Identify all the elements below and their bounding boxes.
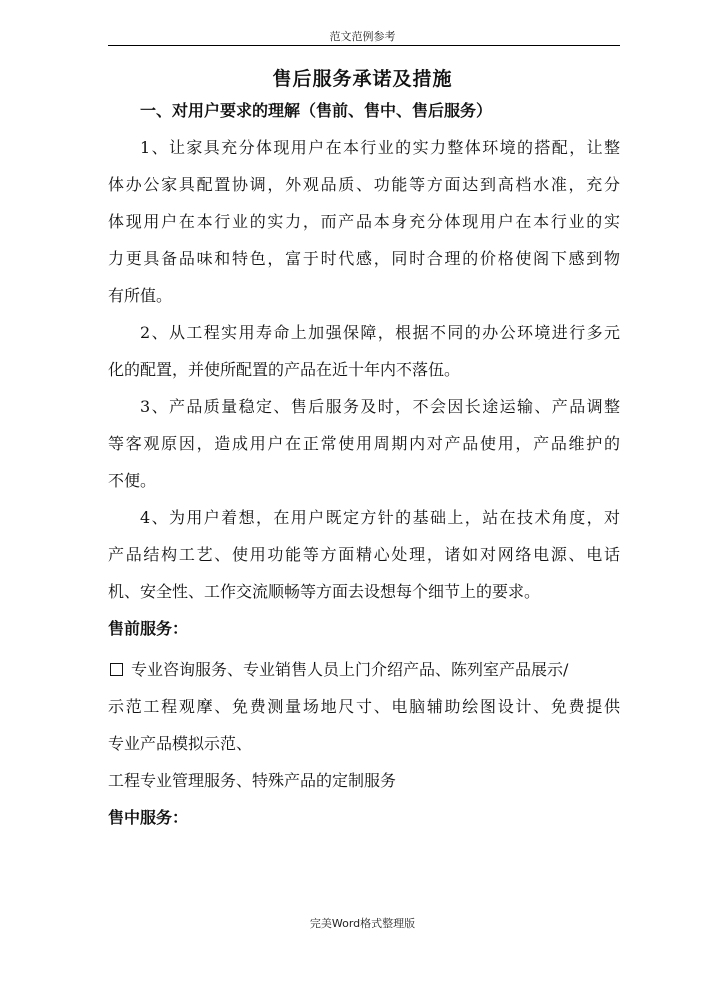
- header-divider: [108, 45, 620, 46]
- paragraph-line: 3、产品质量稳定、售后服务及时，不会因长途运输、产品调整: [140, 397, 620, 416]
- paragraph-line: 等客观原因，造成用户在正常使用周期内对产品使用，产品维护的: [108, 434, 620, 453]
- page-footer: 完美Word格式整理版: [309, 917, 416, 930]
- paragraph-line: 力更具备品味和特色，富于时代感，同时合理的价格使阁下感到物: [108, 249, 620, 268]
- pre-sales-heading: 售前服务：: [108, 619, 189, 638]
- paragraph-line: 4、为用户着想，在用户既定方针的基础上，站在技术角度，对: [140, 508, 620, 527]
- in-sales-heading: 售中服务：: [108, 808, 189, 827]
- paragraph-line: 体办公家具配置协调，外观品质、功能等方面达到高档水准，充分: [108, 175, 620, 194]
- paragraph-line: 机、安全性、工作交流顺畅等方面去设想每个细节上的要求。: [108, 582, 541, 601]
- checkbox-icon: [110, 663, 123, 676]
- paragraph-line: 工程专业管理服务、特殊产品的定制服务: [108, 771, 397, 790]
- paragraph-line: 示范工程观摩、免费测量场地尺寸、电脑辅助绘图设计、免费提供: [108, 697, 620, 716]
- paragraph-line: 不便。: [108, 471, 157, 490]
- document-title: 售后服务承诺及措施: [272, 68, 453, 90]
- paragraph-line: 有所值。: [108, 286, 173, 305]
- paragraph-line: 2、从工程实用寿命上加强保障，根据不同的办公环境进行多元: [140, 323, 620, 342]
- header-text: 范文范例参考: [329, 30, 396, 43]
- paragraph-line: 1、让家具充分体现用户在本行业的实力整体环境的搭配，让整: [140, 138, 620, 157]
- pre-sales-line-first: [108, 660, 620, 680]
- paragraph-line: 专业产品模拟示范、: [108, 734, 253, 753]
- paragraph-line: 化的配置，并使所配置的产品在近十年内不落伍。: [108, 360, 461, 379]
- section-heading: 一、对用户要求的理解（售前、售中、售后服务）: [140, 101, 493, 120]
- paragraph-line: 产品结构工艺、使用功能等方面精心处理，诸如对网络电源、电话: [108, 545, 620, 564]
- paragraph-line: 专业咨询服务、专业销售人员上门介绍产品、陈列室产品展示/: [131, 660, 569, 679]
- paragraph-line: 体现用户在本行业的实力，而产品本身充分体现用户在本行业的实: [108, 212, 620, 231]
